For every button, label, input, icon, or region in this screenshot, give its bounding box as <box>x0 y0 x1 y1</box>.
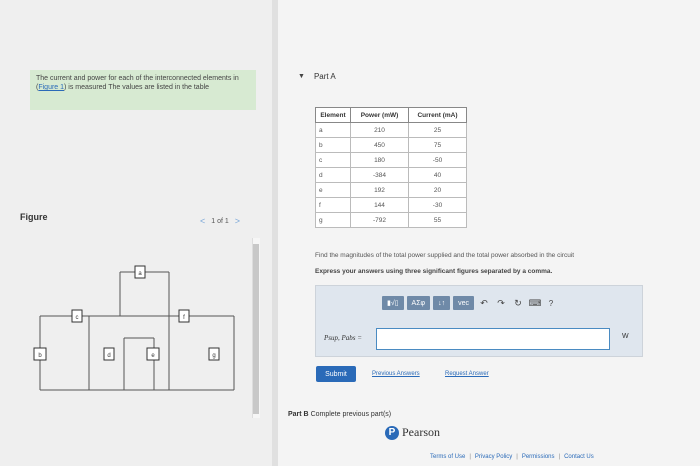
pearson-brand <box>385 425 440 440</box>
vector-button[interactable]: vec <box>453 296 474 310</box>
header-power: Power (mW) <box>351 108 409 123</box>
figure-label: Figure <box>20 212 48 222</box>
cell-element: d <box>316 168 351 183</box>
intro-text-start: The current and power for each of the interconnected elements in ( <box>36 75 239 91</box>
table-row <box>316 198 467 213</box>
element-a-label: a <box>138 271 142 277</box>
keyboard-icon[interactable]: ⌨ <box>528 297 542 308</box>
element-c-label: c <box>75 315 79 321</box>
part-a-header[interactable] <box>298 72 336 81</box>
element-b-label: b <box>38 353 42 359</box>
header-current: Current (mA) <box>409 108 467 123</box>
contact-link[interactable]: Contact Us <box>564 454 594 460</box>
cell-current: 55 <box>409 213 467 228</box>
answer-input[interactable] <box>376 328 610 350</box>
cell-power: 210 <box>351 123 409 138</box>
footer-separator: | <box>558 454 561 460</box>
pearson-logo-icon: P <box>385 426 399 440</box>
part-b-row <box>288 411 391 418</box>
unit-label: W <box>622 333 629 340</box>
cell-current: -50 <box>409 153 467 168</box>
cell-current: 20 <box>409 183 467 198</box>
data-table <box>315 107 467 228</box>
answer-panel <box>315 285 643 357</box>
permissions-link[interactable]: Permissions <box>521 454 555 460</box>
privacy-link[interactable]: Privacy Policy <box>474 454 513 460</box>
submit-button[interactable]: Submit <box>316 366 356 382</box>
greek-symbols-button[interactable]: ΑΣφ <box>407 296 431 310</box>
figure-link[interactable]: Figure 1 <box>38 84 65 91</box>
intro-text <box>30 70 256 110</box>
cell-element: b <box>316 138 351 153</box>
math-toolbar <box>382 296 557 310</box>
table-row <box>316 123 467 138</box>
footer-separator: | <box>516 454 518 460</box>
part-b-status: Complete previous part(s) <box>310 411 392 418</box>
element-d-label: d <box>107 353 111 359</box>
cell-element: a <box>316 123 351 138</box>
cell-power: 192 <box>351 183 409 198</box>
cell-power: 180 <box>351 153 409 168</box>
cell-power: -384 <box>351 168 409 183</box>
part-b-title: Part B <box>288 411 309 418</box>
redo-icon[interactable]: ↷ <box>497 297 505 308</box>
figure-scroll-thumb[interactable] <box>253 244 259 414</box>
previous-answers-link[interactable]: Previous Answers <box>372 371 420 377</box>
next-figure-icon[interactable]: > <box>234 216 241 226</box>
part-a-title: Part A <box>313 72 336 81</box>
element-e-label: e <box>151 353 155 359</box>
instruction-text: Express your answers using three significant figures separated by a comma. <box>315 268 553 275</box>
cell-element: g <box>316 213 351 228</box>
circuit-diagram <box>24 258 244 398</box>
cell-current: 75 <box>409 138 467 153</box>
intro-text-end: ) is measured The values are listed in the table <box>64 84 210 91</box>
table-header-row <box>316 108 467 123</box>
pearson-name: Pearson <box>402 425 440 439</box>
element-f-label: f <box>183 315 185 321</box>
cell-current: -30 <box>409 198 467 213</box>
cell-element: e <box>316 183 351 198</box>
table-row <box>316 213 467 228</box>
cell-power: 450 <box>351 138 409 153</box>
cell-current: 25 <box>409 123 467 138</box>
reset-icon[interactable]: ↻ <box>514 297 522 308</box>
header-element: Element <box>316 108 351 123</box>
cell-element: f <box>316 198 351 213</box>
cell-power: -792 <box>351 213 409 228</box>
figure-pager <box>200 216 240 226</box>
footer-links <box>430 454 594 460</box>
collapse-caret-icon[interactable]: ▼ <box>298 73 305 80</box>
left-panel <box>0 0 272 466</box>
undo-icon[interactable]: ↶ <box>480 297 488 308</box>
prev-figure-icon[interactable]: < <box>200 216 206 226</box>
question-text: Find the magnitudes of the total power supplied and the total power absorbed in the circuit <box>315 252 575 259</box>
cell-element: c <box>316 153 351 168</box>
figure-page-count: 1 of 1 <box>211 217 229 225</box>
cell-current: 40 <box>409 168 467 183</box>
element-g-label: g <box>212 353 216 359</box>
terms-link[interactable]: Terms of Use <box>430 454 466 460</box>
footer-separator: | <box>469 454 471 460</box>
subscript-button[interactable]: ↓↑ <box>433 296 450 310</box>
table-row <box>316 183 467 198</box>
cell-power: 144 <box>351 198 409 213</box>
table-row <box>316 153 467 168</box>
help-icon[interactable]: ? <box>548 298 554 308</box>
templates-button[interactable]: ▮√▯ <box>382 296 404 310</box>
answer-label: Psup, Pabs = <box>324 334 362 342</box>
table-row <box>316 168 467 183</box>
table-row <box>316 138 467 153</box>
right-panel <box>278 0 700 466</box>
request-answer-link[interactable]: Request Answer <box>445 371 489 377</box>
